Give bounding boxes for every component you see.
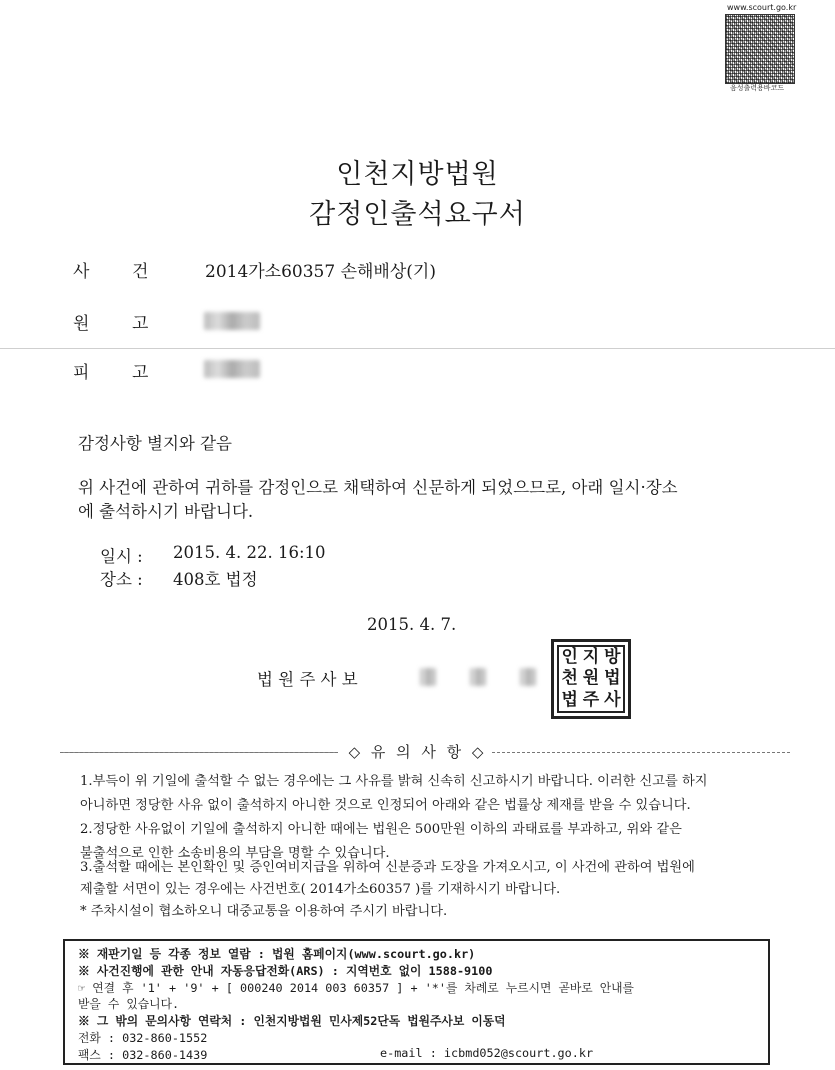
info-phone: 전화 : 032-860-1552 [78, 1031, 208, 1045]
notice-title: ◇ 유 의 사 항 ◇ [348, 743, 487, 761]
notice-item: 제출할 서면이 있는 경우에는 사건번호( 2014가소60357 )를 기재하시기 바랍니다. [80, 882, 561, 897]
case-number: 2014가소60357 손해배상(기) [205, 262, 436, 282]
seal-char: 법 [604, 668, 621, 689]
notice-item: 2.정당한 사유없이 기일에 출석하지 아니한 때에는 법원은 500만원 이하의 과태료를 부과하고, 위와 같은 [80, 822, 682, 837]
clerk-title: 법 원 주 사 보 [257, 670, 358, 689]
info-email: e-mail : icbmd052@scourt.go.kr [380, 1046, 594, 1060]
info-line-homepage: ※ 재판기일 등 각종 정보 열람 : 법원 홈페이지(www.scourt.go.kr) [78, 947, 476, 961]
defendant-name-redacted [204, 360, 260, 382]
seal-char: 법 [561, 689, 578, 710]
barcode-url: www.scourt.go.kr [727, 3, 797, 12]
appraisal-matter: 감정사항 별지와 같음 [78, 434, 232, 453]
plaintiff-label-b: 고 [132, 314, 149, 334]
plaintiff-name-redacted [204, 312, 260, 334]
date-label: 일시 : [100, 547, 143, 566]
notice-item: 불출석으로 인한 소송비용의 부담을 명할 수 있습니다. [80, 846, 390, 861]
info-line-ars: ※ 사건진행에 관한 안내 자동응답전화(ARS) : 지역번호 없이 1588-9100 [78, 964, 493, 978]
notice-item: 아니하면 정당한 사유 없이 출석하지 아니한 것으로 인정되어 아래와 같은 법률상 제재를 받을 수 있습니다. [80, 798, 691, 813]
notice-item: 3.출석할 때에는 본인확인 및 증인여비지급을 위하여 신분증과 도장을 가져오시고, 이 사건에 관하여 법원에 [80, 860, 695, 875]
info-line-ars-steps: ☞ 연결 후 '1' + '9' + [ 000240 2014 003 60357 ] + '*'를 차례로 누르시면 곧바로 안내를 [78, 981, 634, 995]
case-label-b: 건 [132, 262, 149, 282]
seal-char: 지 [582, 647, 600, 668]
seal-char: 방 [604, 647, 621, 668]
place-label: 장소 : [100, 570, 143, 589]
body-line-2: 에 출석하시기 바랍니다. [78, 502, 254, 521]
plaintiff-label-a: 원 [73, 314, 90, 334]
defendant-label-a: 피 [73, 363, 90, 383]
issue-date: 2015. 4. 7. [367, 615, 457, 634]
seal-char: 인 [561, 647, 578, 668]
seal-char: 천 [561, 668, 578, 689]
barcode-caption: 음성출력용바코드 [730, 84, 785, 92]
court-name: 인천지방법원 [336, 159, 499, 190]
seal-char: 사 [604, 689, 621, 710]
info-fax: 팩스 : 032-860-1439 [78, 1048, 208, 1062]
fold-line [0, 348, 835, 349]
clerk-name-redacted [420, 668, 536, 690]
notice-item: * 주차시설이 협소하오니 대중교통을 이용하여 주시기 바랍니다. [80, 904, 448, 919]
seal-char: 원 [582, 668, 600, 689]
place-value: 408호 법정 [173, 570, 258, 589]
court-seal-stamp [551, 639, 631, 719]
info-line-ars-steps-cont: 받을 수 있습니다. [78, 997, 180, 1011]
notice-item: 1.부득이 위 기일에 출석할 수 없는 경우에는 그 사유를 밝혀 신속히 신고하시기 바랍니다. 이러한 신고를 하지 [80, 774, 708, 789]
document-title: 감정인출석요구서 [309, 199, 526, 230]
defendant-label-b: 고 [132, 363, 149, 383]
date-value: 2015. 4. 22. 16:10 [173, 543, 326, 562]
barcode-image [725, 14, 795, 84]
notice-rule-right [492, 752, 792, 753]
info-line-contact: ※ 그 밖의 문의사항 연락처 : 인천지방법원 민사제52단독 법원주사보 이동덕 [78, 1014, 506, 1028]
seal-char: 주 [582, 689, 600, 710]
case-label-a: 사 [73, 262, 90, 282]
body-line-1: 위 사건에 관하여 귀하를 감정인으로 채택하여 신문하게 되었으므로, 아래 일시·장소 [78, 478, 678, 497]
